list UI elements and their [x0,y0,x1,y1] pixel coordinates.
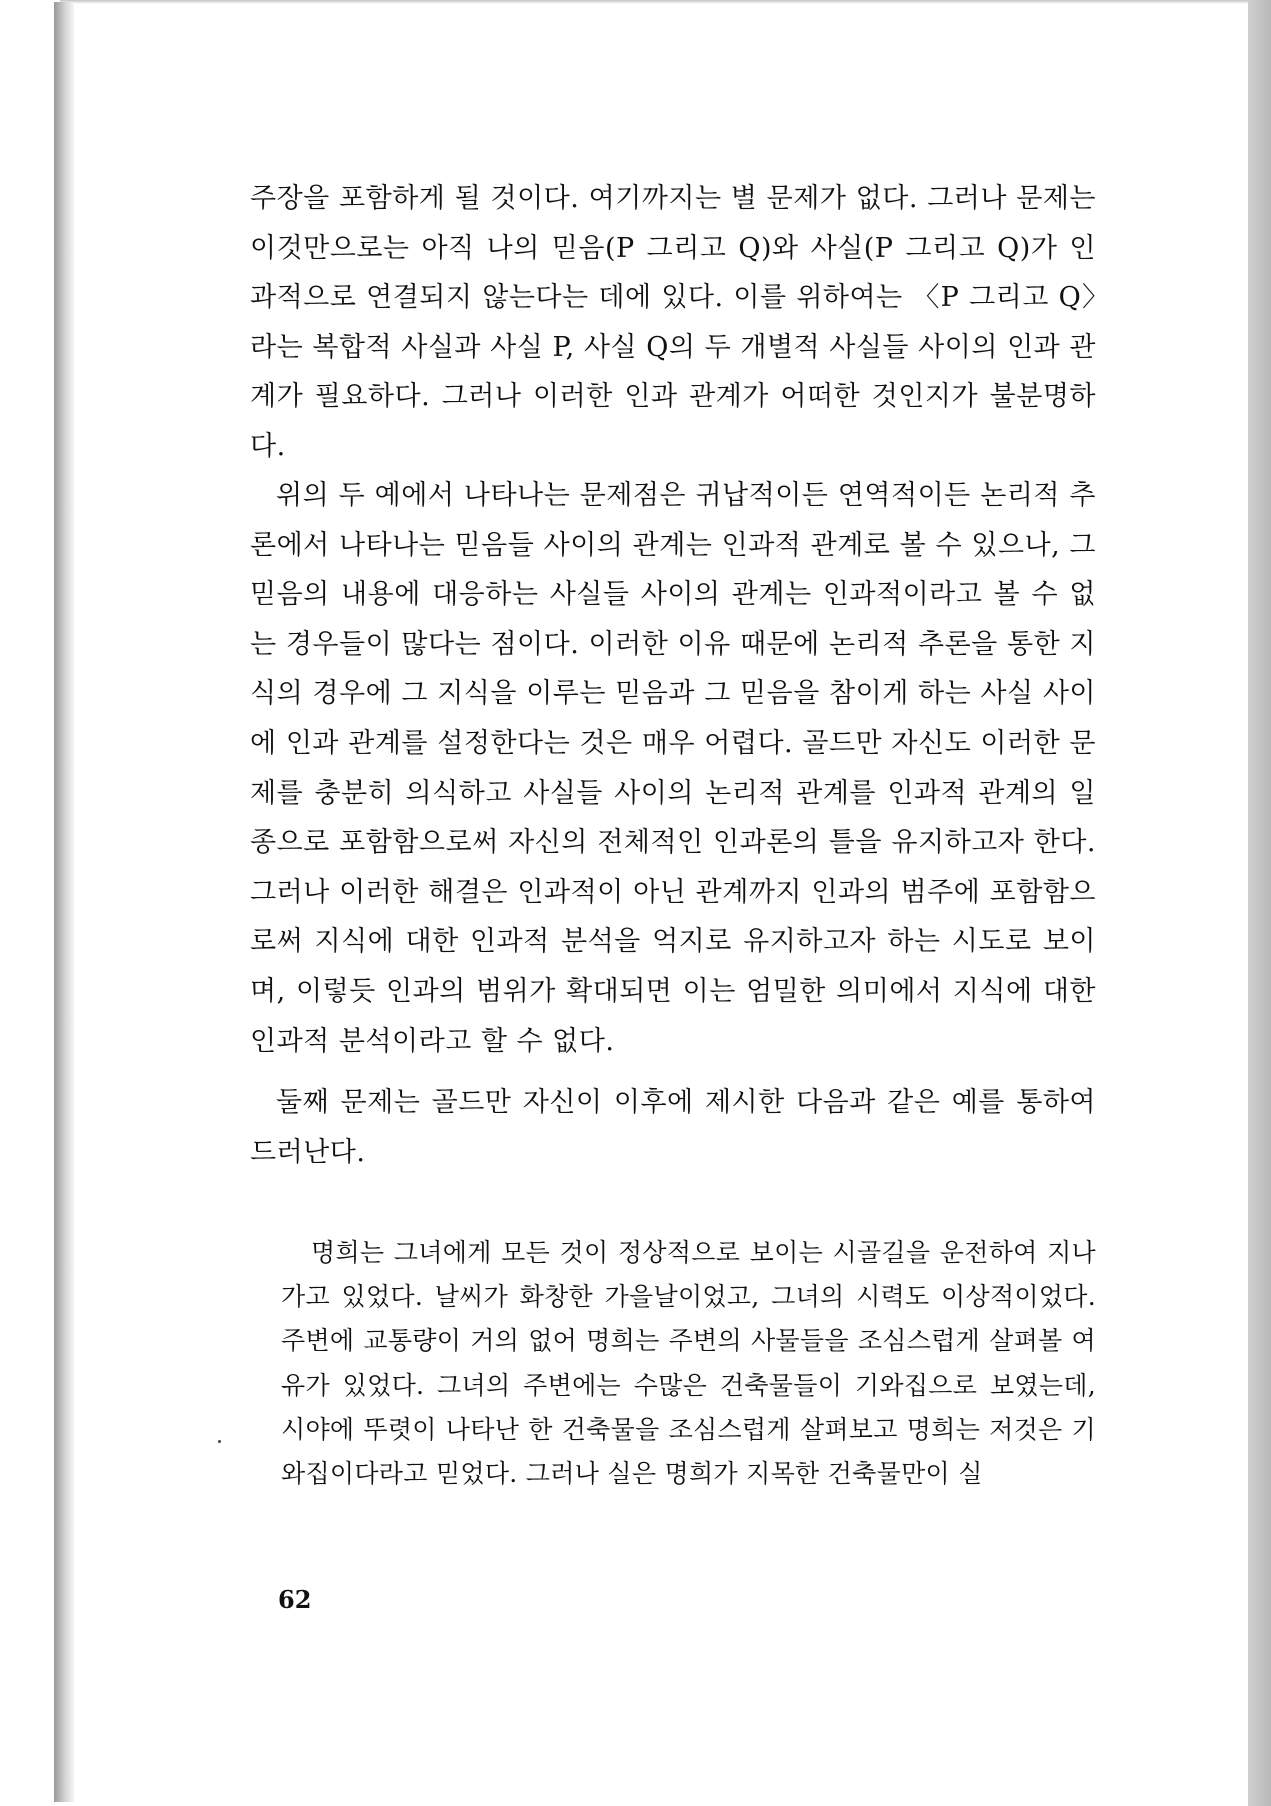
block-quote: 명희는 그녀에게 모든 것이 정상적으로 보이는 시골길을 운전하여 지나가고 있었다. 날씨가 화창한 가을날이었고, 그녀의 시력도 이상적이었다. 주변에 교통량이 거의 없어 명희는 주변의 사물들을 조심스럽게 살펴볼 여유가 있었다. 그녀의 주변에는 수많은 건축물들이 기와집으로 보였는데, 시야에 뚜렷이 나타난 한 건축물을 조심스럽게 살펴보고 명희는 저것은 기와집이다라고 믿었다. 그러나 실은 명희가 지목한 건축물만이 실 [281,1238,1096,1489]
page-edge-shadow [1248,0,1271,1806]
scan-speck [218,1440,221,1443]
book-spine-shadow [54,2,74,1802]
body-paragraph-2: 위의 두 예에서 나타나는 문제점은 귀납적이든 연역적이든 논리적 추론에서 나타나는 믿음들 사이의 관계는 인과적 관계로 볼 수 있으나, 그 믿음의 내용에 대응하는 사실들 사이의 관계는 인과적이라고 볼 수 없는 경우들이 많다는 점이다. 이러한 이유 때문에 논리적 추론을 통한 지식의 경우에 그 지식을 이루는 믿음과 그 믿음을 참이게 하는 사실 사이에 인과 관계를 설정한다는 것은 매우 어렵다. 골드만 자신도 이러한 문제를 충분히 의식하고 사실들 사이의 논리적 관계를 인과적 관계의 일종으로 포함함으로써 자신의 전체적인 인과론의 틀을 유지하고자 한다. 그러나 이러한 해결은 인과적이 아닌 관계까지 인과의 범주에 포함함으로써 지식에 대한 인과적 분석을 억지로 유지하고자 하는 시도로 보이며, 이렇듯 인과의 범위가 확대되면 이는 엄밀한 의미에서 지식에 대한 인과적 분석이라고 할 수 없다. [250,480,1096,1057]
page-number: 62 [278,1585,312,1614]
body-paragraph-3: 둘째 문제는 골드만 자신이 이후에 제시한 다음과 같은 예를 통하여 드러난다. [250,1087,1096,1168]
body-paragraph-1: 주장을 포함하게 될 것이다. 여기까지는 별 문제가 없다. 그러나 문제는 이것만으로는 아직 나의 믿음(P 그리고 Q)와 사실(P 그리고 Q)가 인과적으로 연결되지 않는다는 데에 있다. 이를 위하여는 〈P 그리고 Q〉라는 복합적 사실과 사실 P, 사실 Q의 두 개별적 사실들 사이의 인과 관계가 필요하다. 그러나 이러한 인과 관계가 어떠한 것인지가 불분명하다. [250,183,1096,462]
